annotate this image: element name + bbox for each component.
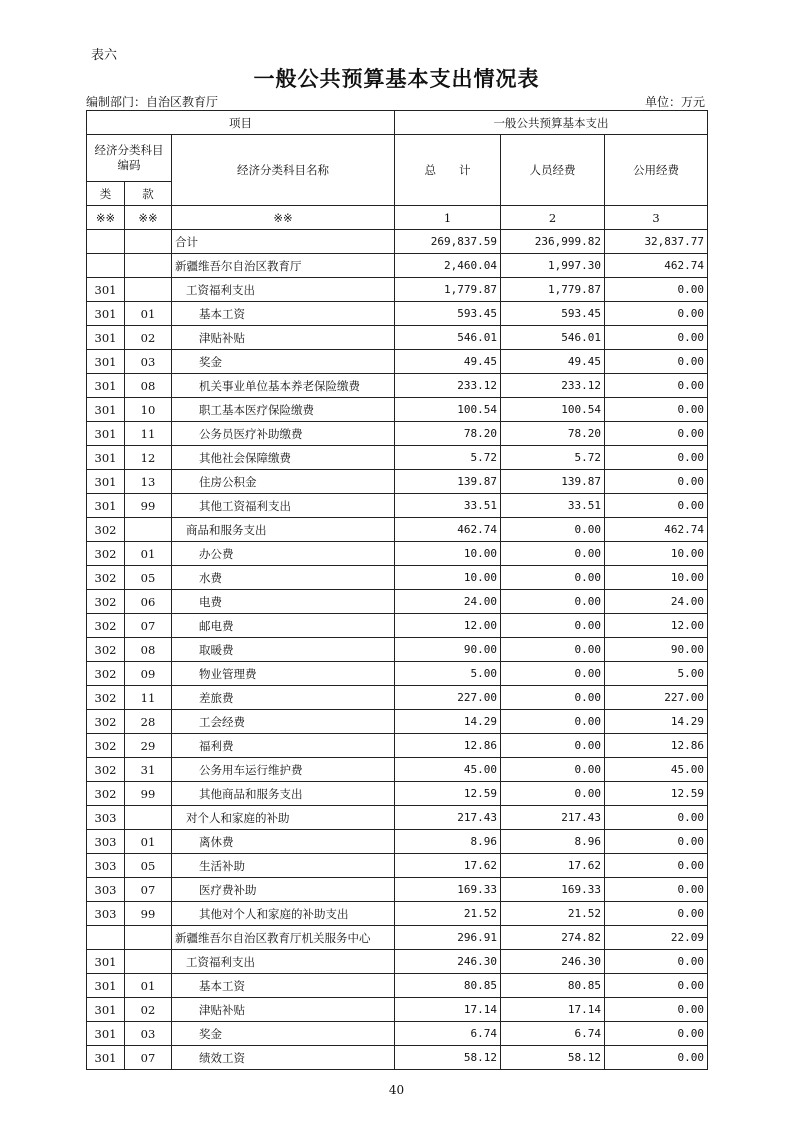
- header-row-4: [87, 206, 708, 230]
- cell-item: [125, 806, 172, 830]
- table-row: [87, 1022, 708, 1046]
- cell-personnel: 17.62: [501, 854, 605, 878]
- cell-item: 10: [125, 398, 172, 422]
- cell-name: 公务用车运行维护费: [172, 758, 395, 782]
- cell-name: 其他社会保障缴费: [172, 446, 395, 470]
- cell-public: 0.00: [605, 878, 708, 902]
- header-item: 款: [125, 182, 172, 206]
- table-row: [87, 422, 708, 446]
- cell-class: 303: [87, 878, 125, 902]
- cell-name: 水费: [172, 566, 395, 590]
- cell-public: 10.00: [605, 566, 708, 590]
- table-row: [87, 686, 708, 710]
- cell-personnel: 0.00: [501, 638, 605, 662]
- cell-total: 58.12: [395, 1046, 501, 1070]
- cell-name: 新疆维吾尔自治区教育厅机关服务中心: [172, 926, 395, 950]
- cell-item: 03: [125, 1022, 172, 1046]
- cell-item: 05: [125, 566, 172, 590]
- cell-total: 546.01: [395, 326, 501, 350]
- cell-personnel: 58.12: [501, 1046, 605, 1070]
- cell-item: 12: [125, 446, 172, 470]
- cell-total: 217.43: [395, 806, 501, 830]
- table-row: [87, 398, 708, 422]
- cell-name: 取暖费: [172, 638, 395, 662]
- cell-item: 08: [125, 638, 172, 662]
- cell-public: 14.29: [605, 710, 708, 734]
- cell-name: 合计: [172, 230, 395, 254]
- budget-table: [86, 110, 708, 1070]
- cell-public: 5.00: [605, 662, 708, 686]
- cell-total: 462.74: [395, 518, 501, 542]
- table-row: [87, 542, 708, 566]
- cell-personnel: 17.14: [501, 998, 605, 1022]
- page-title: 一般公共预算基本支出情况表: [253, 66, 540, 91]
- header-class: 类: [87, 182, 125, 206]
- page-number: 40: [388, 1083, 405, 1097]
- cell-class: 302: [87, 758, 125, 782]
- cell-name: 物业管理费: [172, 662, 395, 686]
- cell-public: 90.00: [605, 638, 708, 662]
- table-row: [87, 470, 708, 494]
- cell-name: 基本工资: [172, 302, 395, 326]
- cell-total: 296.91: [395, 926, 501, 950]
- cell-personnel: 100.54: [501, 398, 605, 422]
- cell-name: 其他工资福利支出: [172, 494, 395, 518]
- cell-name: 办公费: [172, 542, 395, 566]
- cell-name: 新疆维吾尔自治区教育厅: [172, 254, 395, 278]
- cell-personnel: 0.00: [501, 614, 605, 638]
- table-row: [87, 854, 708, 878]
- cell-personnel: 5.72: [501, 446, 605, 470]
- cell-name: 津贴补贴: [172, 326, 395, 350]
- cell-total: 14.29: [395, 710, 501, 734]
- cell-item: 07: [125, 614, 172, 638]
- cell-total: 33.51: [395, 494, 501, 518]
- cell-item: 31: [125, 758, 172, 782]
- cell-name: 工会经费: [172, 710, 395, 734]
- cell-total: 90.00: [395, 638, 501, 662]
- cell-item: 06: [125, 590, 172, 614]
- cell-total: 6.74: [395, 1022, 501, 1046]
- cell-total: 246.30: [395, 950, 501, 974]
- cell-total: 1,779.87: [395, 278, 501, 302]
- cell-name: 其他商品和服务支出: [172, 782, 395, 806]
- cell-name: 工资福利支出: [172, 278, 395, 302]
- cell-item: 11: [125, 422, 172, 446]
- cell-total: 593.45: [395, 302, 501, 326]
- table-row: [87, 374, 708, 398]
- cell-total: 10.00: [395, 542, 501, 566]
- cell-name: 津贴补贴: [172, 998, 395, 1022]
- cell-total: 5.00: [395, 662, 501, 686]
- cell-class: 301: [87, 398, 125, 422]
- cell-public: 0.00: [605, 326, 708, 350]
- cell-personnel: 1,997.30: [501, 254, 605, 278]
- cell-public: 0.00: [605, 470, 708, 494]
- cell-personnel: 21.52: [501, 902, 605, 926]
- cell-personnel: 217.43: [501, 806, 605, 830]
- cell-personnel: 1,779.87: [501, 278, 605, 302]
- cell-public: 0.00: [605, 374, 708, 398]
- cell-public: 0.00: [605, 1046, 708, 1070]
- table-row: [87, 254, 708, 278]
- cell-item: 01: [125, 974, 172, 998]
- cell-item: 29: [125, 734, 172, 758]
- cell-item: [125, 950, 172, 974]
- cell-total: 78.20: [395, 422, 501, 446]
- col-index-3: 3: [605, 206, 708, 230]
- cell-class: 301: [87, 278, 125, 302]
- cell-public: 0.00: [605, 278, 708, 302]
- cell-class: 302: [87, 734, 125, 758]
- cell-name: 商品和服务支出: [172, 518, 395, 542]
- cell-public: 24.00: [605, 590, 708, 614]
- cell-class: 302: [87, 662, 125, 686]
- cell-total: 12.00: [395, 614, 501, 638]
- department-label: 编制部门：自治区教育厅: [86, 95, 219, 109]
- cell-class: 301: [87, 974, 125, 998]
- cell-name: 电费: [172, 590, 395, 614]
- cell-personnel: 139.87: [501, 470, 605, 494]
- table-row: [87, 878, 708, 902]
- cell-personnel: 0.00: [501, 566, 605, 590]
- cell-name: 邮电费: [172, 614, 395, 638]
- header-row-1: [87, 111, 708, 135]
- cell-personnel: 0.00: [501, 710, 605, 734]
- cell-public: 0.00: [605, 350, 708, 374]
- table-row: [87, 902, 708, 926]
- mark-class: ※※: [87, 206, 125, 230]
- table-row: [87, 494, 708, 518]
- cell-personnel: 0.00: [501, 758, 605, 782]
- mark-item: ※※: [125, 206, 172, 230]
- cell-public: 227.00: [605, 686, 708, 710]
- cell-class: 301: [87, 326, 125, 350]
- table-row: [87, 782, 708, 806]
- cell-item: 07: [125, 878, 172, 902]
- cell-total: 227.00: [395, 686, 501, 710]
- table-row: [87, 350, 708, 374]
- cell-item: 11: [125, 686, 172, 710]
- cell-personnel: 80.85: [501, 974, 605, 998]
- cell-public: 0.00: [605, 902, 708, 926]
- cell-class: 301: [87, 446, 125, 470]
- cell-public: 12.00: [605, 614, 708, 638]
- cell-item: 99: [125, 902, 172, 926]
- cell-class: 302: [87, 566, 125, 590]
- cell-public: 0.00: [605, 950, 708, 974]
- cell-personnel: 0.00: [501, 662, 605, 686]
- cell-name: 基本工资: [172, 974, 395, 998]
- cell-personnel: 246.30: [501, 950, 605, 974]
- cell-item: 02: [125, 998, 172, 1022]
- cell-class: 301: [87, 350, 125, 374]
- cell-item: 05: [125, 854, 172, 878]
- table-row: [87, 926, 708, 950]
- cell-item: [125, 254, 172, 278]
- cell-personnel: 233.12: [501, 374, 605, 398]
- cell-item: 07: [125, 1046, 172, 1070]
- cell-item: 99: [125, 782, 172, 806]
- table-row: [87, 326, 708, 350]
- cell-item: [125, 230, 172, 254]
- cell-public: 0.00: [605, 854, 708, 878]
- cell-class: [87, 254, 125, 278]
- cell-total: 17.14: [395, 998, 501, 1022]
- col-index-1: 1: [395, 206, 501, 230]
- cell-public: 45.00: [605, 758, 708, 782]
- cell-name: 绩效工资: [172, 1046, 395, 1070]
- table-row: [87, 1046, 708, 1070]
- cell-class: 301: [87, 1022, 125, 1046]
- table-row: [87, 998, 708, 1022]
- table-row: [87, 758, 708, 782]
- cell-name: 奖金: [172, 350, 395, 374]
- header-econ-name: 经济分类科目名称: [172, 135, 395, 206]
- cell-name: 奖金: [172, 1022, 395, 1046]
- cell-public: 0.00: [605, 1022, 708, 1046]
- header-personnel: 人员经费: [501, 135, 605, 206]
- table-row: [87, 566, 708, 590]
- cell-class: 302: [87, 782, 125, 806]
- cell-class: 302: [87, 638, 125, 662]
- cell-public: 0.00: [605, 398, 708, 422]
- cell-class: 302: [87, 614, 125, 638]
- cell-public: 22.09: [605, 926, 708, 950]
- cell-class: 302: [87, 710, 125, 734]
- cell-public: 0.00: [605, 998, 708, 1022]
- cell-public: 12.59: [605, 782, 708, 806]
- cell-personnel: 169.33: [501, 878, 605, 902]
- cell-public: 32,837.77: [605, 230, 708, 254]
- cell-name: 离休费: [172, 830, 395, 854]
- cell-total: 269,837.59: [395, 230, 501, 254]
- cell-public: 462.74: [605, 254, 708, 278]
- cell-public: 10.00: [605, 542, 708, 566]
- cell-name: 对个人和家庭的补助: [172, 806, 395, 830]
- cell-name: 其他对个人和家庭的补助支出: [172, 902, 395, 926]
- cell-public: 0.00: [605, 422, 708, 446]
- table-row: [87, 950, 708, 974]
- cell-class: 301: [87, 422, 125, 446]
- table-row: [87, 806, 708, 830]
- cell-item: [125, 518, 172, 542]
- cell-public: 0.00: [605, 446, 708, 470]
- cell-name: 医疗费补助: [172, 878, 395, 902]
- cell-class: 301: [87, 470, 125, 494]
- cell-item: 02: [125, 326, 172, 350]
- col-index-2: 2: [501, 206, 605, 230]
- cell-total: 12.86: [395, 734, 501, 758]
- cell-total: 17.62: [395, 854, 501, 878]
- cell-total: 45.00: [395, 758, 501, 782]
- cell-total: 139.87: [395, 470, 501, 494]
- cell-class: 303: [87, 830, 125, 854]
- cell-public: 12.86: [605, 734, 708, 758]
- cell-class: 302: [87, 542, 125, 566]
- cell-personnel: 546.01: [501, 326, 605, 350]
- cell-total: 2,460.04: [395, 254, 501, 278]
- cell-public: 0.00: [605, 830, 708, 854]
- cell-item: 09: [125, 662, 172, 686]
- cell-item: 01: [125, 830, 172, 854]
- cell-personnel: 236,999.82: [501, 230, 605, 254]
- cell-name: 机关事业单位基本养老保险缴费: [172, 374, 395, 398]
- cell-class: 301: [87, 998, 125, 1022]
- mark-name: ※※: [172, 206, 395, 230]
- header-public: 公用经费: [605, 135, 708, 206]
- cell-item: 13: [125, 470, 172, 494]
- cell-name: 住房公积金: [172, 470, 395, 494]
- cell-item: 03: [125, 350, 172, 374]
- header-total: 总 计: [395, 135, 501, 206]
- cell-personnel: 0.00: [501, 518, 605, 542]
- header-row-2: [87, 135, 708, 182]
- cell-public: 462.74: [605, 518, 708, 542]
- table-row: [87, 230, 708, 254]
- cell-class: 303: [87, 806, 125, 830]
- table-row: [87, 278, 708, 302]
- cell-total: 24.00: [395, 590, 501, 614]
- cell-public: 0.00: [605, 806, 708, 830]
- cell-total: 12.59: [395, 782, 501, 806]
- cell-personnel: 33.51: [501, 494, 605, 518]
- cell-item: 01: [125, 542, 172, 566]
- cell-name: 公务员医疗补助缴费: [172, 422, 395, 446]
- cell-class: 302: [87, 686, 125, 710]
- cell-class: 301: [87, 302, 125, 326]
- cell-personnel: 78.20: [501, 422, 605, 446]
- cell-class: 301: [87, 950, 125, 974]
- cell-item: 28: [125, 710, 172, 734]
- cell-personnel: 0.00: [501, 542, 605, 566]
- cell-personnel: 0.00: [501, 734, 605, 758]
- cell-total: 5.72: [395, 446, 501, 470]
- cell-class: 302: [87, 518, 125, 542]
- cell-total: 10.00: [395, 566, 501, 590]
- cell-class: [87, 230, 125, 254]
- cell-class: 302: [87, 590, 125, 614]
- cell-total: 100.54: [395, 398, 501, 422]
- table-row: [87, 302, 708, 326]
- cell-class: 301: [87, 1046, 125, 1070]
- table-row: [87, 518, 708, 542]
- cell-name: 福利费: [172, 734, 395, 758]
- cell-class: [87, 926, 125, 950]
- table-label: 表六: [91, 48, 118, 63]
- cell-name: 职工基本医疗保险缴费: [172, 398, 395, 422]
- cell-class: 303: [87, 854, 125, 878]
- header-project: 项目: [87, 111, 395, 135]
- header-econ-code: 经济分类科目编码: [87, 135, 172, 182]
- table-row: [87, 446, 708, 470]
- cell-item: [125, 926, 172, 950]
- cell-total: 49.45: [395, 350, 501, 374]
- table-row: [87, 710, 708, 734]
- cell-personnel: 0.00: [501, 782, 605, 806]
- cell-class: 301: [87, 374, 125, 398]
- cell-item: 99: [125, 494, 172, 518]
- cell-personnel: 274.82: [501, 926, 605, 950]
- cell-personnel: 49.45: [501, 350, 605, 374]
- cell-public: 0.00: [605, 974, 708, 998]
- cell-name: 生活补助: [172, 854, 395, 878]
- unit-label: 单位：万元: [644, 95, 705, 109]
- cell-class: 303: [87, 902, 125, 926]
- cell-total: 80.85: [395, 974, 501, 998]
- cell-item: 01: [125, 302, 172, 326]
- table-row: [87, 590, 708, 614]
- table-row: [87, 662, 708, 686]
- cell-personnel: 6.74: [501, 1022, 605, 1046]
- cell-total: 169.33: [395, 878, 501, 902]
- cell-item: 08: [125, 374, 172, 398]
- cell-total: 233.12: [395, 374, 501, 398]
- cell-public: 0.00: [605, 494, 708, 518]
- table-row: [87, 734, 708, 758]
- cell-total: 21.52: [395, 902, 501, 926]
- cell-personnel: 0.00: [501, 590, 605, 614]
- cell-item: [125, 278, 172, 302]
- cell-public: 0.00: [605, 302, 708, 326]
- cell-personnel: 593.45: [501, 302, 605, 326]
- table-row: [87, 974, 708, 998]
- cell-personnel: 8.96: [501, 830, 605, 854]
- cell-total: 8.96: [395, 830, 501, 854]
- header-budget-group: 一般公共预算基本支出: [395, 111, 708, 135]
- table-row: [87, 638, 708, 662]
- cell-class: 301: [87, 494, 125, 518]
- table-row: [87, 614, 708, 638]
- cell-name: 工资福利支出: [172, 950, 395, 974]
- cell-name: 差旅费: [172, 686, 395, 710]
- table-row: [87, 830, 708, 854]
- cell-personnel: 0.00: [501, 686, 605, 710]
